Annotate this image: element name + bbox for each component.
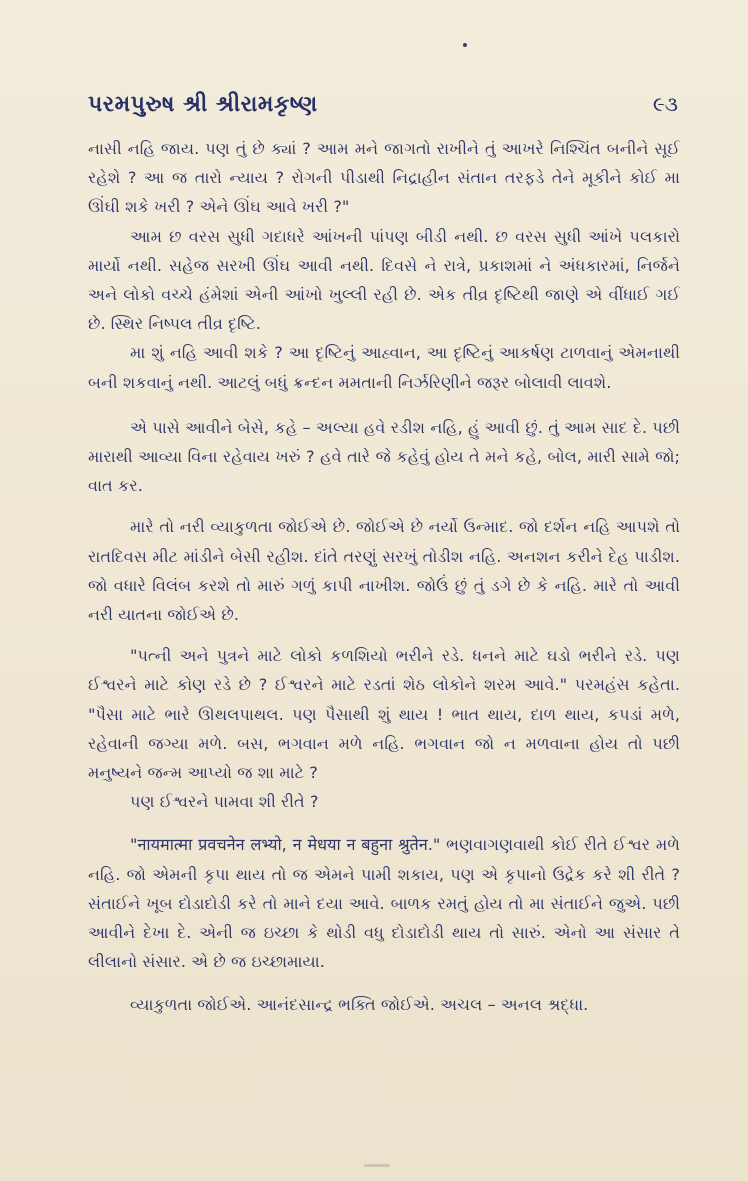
running-title: પરમપુરુષ શ્રી શ્રીરામકૃષ્ણ xyxy=(88,91,318,117)
paragraph-9: વ્યાકુળતા જોઈએ. આનંદસાન્દ્ર ભક્તિ જોઈએ. અચલ – અનલ શ્રદ્ધા. xyxy=(130,995,589,1015)
paragraph-2: આમ છ વરસ સુધી ગદાધરે આંખની પાંપણ બીડી નથી. છ વરસ સુધી આંખે પલકારો માર્યો નથી. સહેજ સરખી ઊંઘ આવી નથી. દિવસે ને રાત્રે, પ્રકાશમાં ને અંધકારમાં, નિર્જને અને લોકો વચ્ચે હંમેશાં એની આંખો ખુલ્લી રહી છે. એક તીવ્ર દૃષ્ટિથી જાણે એ વીંધાઈ ગઈ છે. સ્થિર નિષ્પલ તીવ્ર દૃષ્ટિ. xyxy=(88,226,680,334)
paragraph-3: મા શું નહિ આવી શકે ? આ દૃષ્ટિનું આહ્વાન, આ દૃષ્ટિનું આકર્ષણ ટાળવાનું એમનાથી બની શકવાનું નથી. આટલું બધું ક્રન્દન મમતાની નિર્ઝરિણીને જરૂર બોલાવી લાવશે. xyxy=(88,343,680,392)
page-header xyxy=(88,84,678,124)
paragraph-5: મારે તો નરી વ્યાકુળતા જોઈએ છે. જોઈએ છે નર્યો ઉન્માદ. જો દર્શન નહિ આપશે તો રાતદિવસ મીટ માંડીને બેસી રહીશ. દાંતે તરણું સરખું તોડીશ નહિ. અનશન કરીને દેહ પાડીશ. જો વધારે વિલંબ કરશે તો મારું ગળું કાપી નાખીશ. જોઉં છું તું ડગે છે કે નહિ. મારે તો આવી નરી યાતના જોઈએ છે. xyxy=(88,517,680,625)
print-smudge xyxy=(364,1164,390,1167)
paragraph-1: નાસી નહિ જાય. પણ તું છે ક્યાં ? આમ મને જાગતો રાખીને તું આખરે નિશ્ચિંત બનીને સૂઈ રહેશે ? આ જ તારો ન્યાય ? રોગની પીડાથી નિદ્રાહીન સંતાન તરફડે તેને મૂકીને કોઈ મા ઊંઘી શકે ખરી ? એને ઊંઘ આવે ખરી ?" xyxy=(88,139,681,217)
page-number: ૯૩ xyxy=(652,92,678,116)
paragraph-4: એ પાસે આવીને બેસે, કહે – અલ્યા હવે રડીશ નહિ, હું આવી છું. તું આમ સાદ દે. પછી મારાથી આવ્યા વિના રહેવાય ખરું ? હવે તારે જે કહેવું હોય તે મને કહે, બોલ, મારી સામે જો; વાત કર. xyxy=(88,417,680,496)
page-body xyxy=(88,134,680,1145)
paragraph-6: "પત્ની અને પુત્રને માટે લોકો કળશિયો ભરીને રડે. ધનને માટે ઘડો ભરીને રડે. પણ ઈશ્વરને માટે કોણ રડે છે ? ઈશ્વરને માટે રડતાં શેઠ લોકોને શરમ આવે." પરમહંસ કહેતા. "પૈસા માટે ભારે ઊથલપાથલ. પણ પૈસાથી શું થાય ! ભાત થાય, દાળ થાય, કપડાં મળે, રહેવાની જગ્યા મળે. બસ, ભગવાન મળે નહિ. ભગવાન જો ન મળવાના હોય તો પછી મનુષ્યને જન્મ આપ્યો જ શા માટે ? xyxy=(88,646,680,783)
paragraph-8: "नायमात्मा प्रवचनेन लभ्यो, न मेधया न बहुना श्रुतेन." ભણવાગણવાથી કોઈ રીતે ઈશ્વર મળે નહિ. જો એમની કૃપા થાય તો જ એમને પામી શકાય, પણ એ કૃપાનો ઉદ્રેક કરે શી રીતે ? સંતાઈને ખૂબ દોડાદોડી કરે તો માને દયા આવે. બાળક રમતું હોય તો મા સંતાઈને જુએ. પછી આવીને દેખા દે. એની જ ઇચ્છા કે થોડી વધુ દોડાદોડી થાય તો સારું. એનો આ સંસાર તે લીલાનો સંસાર. એ છે જ ઇચ્છામાયા. xyxy=(88,835,680,972)
paragraph-7: પણ ઈશ્વરને પામવા શી રીતે ? xyxy=(130,792,319,812)
ink-dot xyxy=(463,43,467,47)
